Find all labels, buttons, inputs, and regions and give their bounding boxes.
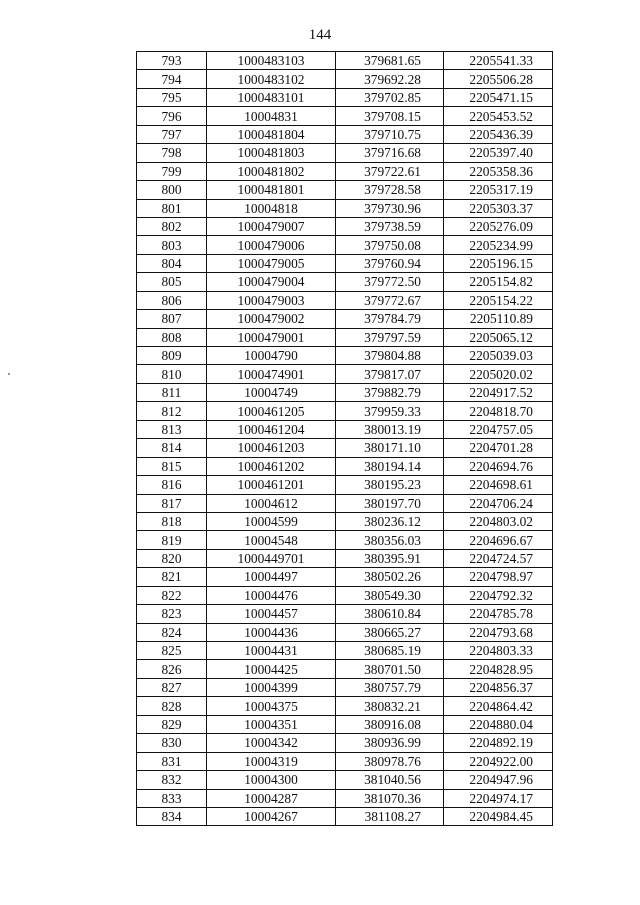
point-id-cell: 10004497 [207, 568, 336, 586]
y-coordinate-cell: 2204917.52 [444, 383, 553, 401]
row-number-cell: 810 [137, 365, 207, 383]
y-coordinate-cell: 2205110.89 [444, 310, 553, 328]
point-id-cell: 1000479006 [207, 236, 336, 254]
point-id-cell: 1000481802 [207, 162, 336, 180]
table-row [137, 586, 553, 604]
table-row [137, 752, 553, 770]
table-row [137, 642, 553, 660]
point-id-cell: 1000479004 [207, 273, 336, 291]
point-id-cell: 1000481803 [207, 144, 336, 162]
row-number-cell: 808 [137, 328, 207, 346]
row-number-cell: 825 [137, 642, 207, 660]
x-coordinate-cell: 379784.79 [336, 310, 444, 328]
coordinates-table-body [137, 52, 553, 826]
x-coordinate-cell: 379804.88 [336, 347, 444, 365]
table-row [137, 254, 553, 272]
row-number-cell: 803 [137, 236, 207, 254]
point-id-cell: 1000461202 [207, 457, 336, 475]
y-coordinate-cell: 2204947.96 [444, 771, 553, 789]
point-id-cell: 10004351 [207, 715, 336, 733]
point-id-cell: 1000474901 [207, 365, 336, 383]
row-number-cell: 828 [137, 697, 207, 715]
point-id-cell: 10004818 [207, 199, 336, 217]
y-coordinate-cell: 2205154.22 [444, 291, 553, 309]
table-row [137, 162, 553, 180]
table-row [137, 623, 553, 641]
x-coordinate-cell: 380978.76 [336, 752, 444, 770]
table-row [137, 439, 553, 457]
point-id-cell: 10004436 [207, 623, 336, 641]
table-row [137, 807, 553, 825]
point-id-cell: 1000481801 [207, 181, 336, 199]
y-coordinate-cell: 2204864.42 [444, 697, 553, 715]
table-row [137, 383, 553, 401]
table-row [137, 476, 553, 494]
x-coordinate-cell: 380395.91 [336, 549, 444, 567]
table-row [137, 125, 553, 143]
point-id-cell: 10004457 [207, 605, 336, 623]
y-coordinate-cell: 2205154.82 [444, 273, 553, 291]
y-coordinate-cell: 2205471.15 [444, 88, 553, 106]
y-coordinate-cell: 2204803.02 [444, 512, 553, 530]
row-number-cell: 831 [137, 752, 207, 770]
table-row [137, 328, 553, 346]
y-coordinate-cell: 2204701.28 [444, 439, 553, 457]
table-row [137, 88, 553, 106]
x-coordinate-cell: 380502.26 [336, 568, 444, 586]
x-coordinate-cell: 379730.96 [336, 199, 444, 217]
point-id-cell: 1000461205 [207, 402, 336, 420]
x-coordinate-cell: 380701.50 [336, 660, 444, 678]
x-coordinate-cell: 380197.70 [336, 494, 444, 512]
x-coordinate-cell: 379959.33 [336, 402, 444, 420]
table-row [137, 568, 553, 586]
y-coordinate-cell: 2204757.05 [444, 420, 553, 438]
row-number-cell: 819 [137, 531, 207, 549]
row-number-cell: 804 [137, 254, 207, 272]
row-number-cell: 833 [137, 789, 207, 807]
point-id-cell: 1000483101 [207, 88, 336, 106]
x-coordinate-cell: 381108.27 [336, 807, 444, 825]
row-number-cell: 834 [137, 807, 207, 825]
x-coordinate-cell: 380013.19 [336, 420, 444, 438]
row-number-cell: 796 [137, 107, 207, 125]
coordinates-table [136, 51, 553, 826]
row-number-cell: 823 [137, 605, 207, 623]
row-number-cell: 827 [137, 678, 207, 696]
point-id-cell: 1000479001 [207, 328, 336, 346]
x-coordinate-cell: 380665.27 [336, 623, 444, 641]
x-coordinate-cell: 379710.75 [336, 125, 444, 143]
table-row [137, 310, 553, 328]
x-coordinate-cell: 381070.36 [336, 789, 444, 807]
x-coordinate-cell: 380757.79 [336, 678, 444, 696]
point-id-cell: 10004749 [207, 383, 336, 401]
x-coordinate-cell: 379738.59 [336, 217, 444, 235]
y-coordinate-cell: 2204984.45 [444, 807, 553, 825]
x-coordinate-cell: 380549.30 [336, 586, 444, 604]
x-coordinate-cell: 379760.94 [336, 254, 444, 272]
x-coordinate-cell: 379702.85 [336, 88, 444, 106]
row-number-cell: 814 [137, 439, 207, 457]
y-coordinate-cell: 2205020.02 [444, 365, 553, 383]
point-id-cell: 10004831 [207, 107, 336, 125]
table-row [137, 771, 553, 789]
y-coordinate-cell: 2205234.99 [444, 236, 553, 254]
table-row [137, 549, 553, 567]
table-row [137, 697, 553, 715]
row-number-cell: 805 [137, 273, 207, 291]
x-coordinate-cell: 380916.08 [336, 715, 444, 733]
row-number-cell: 818 [137, 512, 207, 530]
y-coordinate-cell: 2204694.76 [444, 457, 553, 475]
point-id-cell: 10004300 [207, 771, 336, 789]
y-coordinate-cell: 2204706.24 [444, 494, 553, 512]
table-row [137, 678, 553, 696]
row-number-cell: 797 [137, 125, 207, 143]
y-coordinate-cell: 2204724.57 [444, 549, 553, 567]
table-row [137, 70, 553, 88]
table-row [137, 217, 553, 235]
y-coordinate-cell: 2205039.03 [444, 347, 553, 365]
point-id-cell: 10004476 [207, 586, 336, 604]
point-id-cell: 10004399 [207, 678, 336, 696]
table-row [137, 181, 553, 199]
point-id-cell: 1000479007 [207, 217, 336, 235]
y-coordinate-cell: 2205196.15 [444, 254, 553, 272]
row-number-cell: 830 [137, 734, 207, 752]
x-coordinate-cell: 379772.67 [336, 291, 444, 309]
x-coordinate-cell: 379882.79 [336, 383, 444, 401]
row-number-cell: 807 [137, 310, 207, 328]
row-number-cell: 806 [137, 291, 207, 309]
table-row [137, 236, 553, 254]
row-number-cell: 813 [137, 420, 207, 438]
point-id-cell: 10004287 [207, 789, 336, 807]
x-coordinate-cell: 380194.14 [336, 457, 444, 475]
table-row [137, 144, 553, 162]
y-coordinate-cell: 2205541.33 [444, 52, 553, 70]
row-number-cell: 800 [137, 181, 207, 199]
table-row [137, 107, 553, 125]
y-coordinate-cell: 2204974.17 [444, 789, 553, 807]
row-number-cell: 817 [137, 494, 207, 512]
x-coordinate-cell: 379681.65 [336, 52, 444, 70]
row-number-cell: 820 [137, 549, 207, 567]
row-number-cell: 812 [137, 402, 207, 420]
table-row [137, 789, 553, 807]
point-id-cell: 1000461201 [207, 476, 336, 494]
y-coordinate-cell: 2205436.39 [444, 125, 553, 143]
x-coordinate-cell: 380356.03 [336, 531, 444, 549]
table-row [137, 660, 553, 678]
page-number: 144 [308, 27, 332, 43]
y-coordinate-cell: 2204818.70 [444, 402, 553, 420]
x-coordinate-cell: 379722.61 [336, 162, 444, 180]
point-id-cell: 10004267 [207, 807, 336, 825]
y-coordinate-cell: 2205303.37 [444, 199, 553, 217]
x-coordinate-cell: 380610.84 [336, 605, 444, 623]
point-id-cell: 1000461203 [207, 439, 336, 457]
table-row [137, 347, 553, 365]
y-coordinate-cell: 2204785.78 [444, 605, 553, 623]
table-row [137, 457, 553, 475]
point-id-cell: 1000483103 [207, 52, 336, 70]
point-id-cell: 10004612 [207, 494, 336, 512]
table-row [137, 199, 553, 217]
x-coordinate-cell: 379728.58 [336, 181, 444, 199]
y-coordinate-cell: 2204803.33 [444, 642, 553, 660]
x-coordinate-cell: 380171.10 [336, 439, 444, 457]
y-coordinate-cell: 2204880.04 [444, 715, 553, 733]
row-number-cell: 794 [137, 70, 207, 88]
point-id-cell: 1000483102 [207, 70, 336, 88]
point-id-cell: 1000461204 [207, 420, 336, 438]
table-row [137, 365, 553, 383]
x-coordinate-cell: 379797.59 [336, 328, 444, 346]
point-id-cell: 10004425 [207, 660, 336, 678]
row-number-cell: 821 [137, 568, 207, 586]
point-id-cell: 10004599 [207, 512, 336, 530]
y-coordinate-cell: 2205453.52 [444, 107, 553, 125]
table-row [137, 273, 553, 291]
x-coordinate-cell: 380936.99 [336, 734, 444, 752]
point-id-cell: 10004342 [207, 734, 336, 752]
point-id-cell: 10004790 [207, 347, 336, 365]
row-number-cell: 798 [137, 144, 207, 162]
table-row [137, 512, 553, 530]
y-coordinate-cell: 2205317.19 [444, 181, 553, 199]
row-number-cell: 826 [137, 660, 207, 678]
y-coordinate-cell: 2205358.36 [444, 162, 553, 180]
x-coordinate-cell: 379692.28 [336, 70, 444, 88]
x-coordinate-cell: 380236.12 [336, 512, 444, 530]
row-number-cell: 809 [137, 347, 207, 365]
row-number-cell: 824 [137, 623, 207, 641]
y-coordinate-cell: 2204828.95 [444, 660, 553, 678]
table-row [137, 734, 553, 752]
y-coordinate-cell: 2204792.32 [444, 586, 553, 604]
point-id-cell: 1000479002 [207, 310, 336, 328]
x-coordinate-cell: 379772.50 [336, 273, 444, 291]
row-number-cell: 801 [137, 199, 207, 217]
y-coordinate-cell: 2204698.61 [444, 476, 553, 494]
row-number-cell: 832 [137, 771, 207, 789]
y-coordinate-cell: 2204696.67 [444, 531, 553, 549]
point-id-cell: 10004375 [207, 697, 336, 715]
point-id-cell: 1000479003 [207, 291, 336, 309]
row-number-cell: 815 [137, 457, 207, 475]
x-coordinate-cell: 381040.56 [336, 771, 444, 789]
x-coordinate-cell: 380685.19 [336, 642, 444, 660]
row-number-cell: 829 [137, 715, 207, 733]
point-id-cell: 1000449701 [207, 549, 336, 567]
point-id-cell: 10004431 [207, 642, 336, 660]
scan-speck [8, 373, 10, 375]
table-row [137, 715, 553, 733]
y-coordinate-cell: 2205065.12 [444, 328, 553, 346]
y-coordinate-cell: 2205506.28 [444, 70, 553, 88]
row-number-cell: 795 [137, 88, 207, 106]
table-row [137, 494, 553, 512]
row-number-cell: 816 [137, 476, 207, 494]
x-coordinate-cell: 380195.23 [336, 476, 444, 494]
y-coordinate-cell: 2204892.19 [444, 734, 553, 752]
table-row [137, 531, 553, 549]
y-coordinate-cell: 2204922.00 [444, 752, 553, 770]
x-coordinate-cell: 379716.68 [336, 144, 444, 162]
row-number-cell: 802 [137, 217, 207, 235]
x-coordinate-cell: 379708.15 [336, 107, 444, 125]
y-coordinate-cell: 2204856.37 [444, 678, 553, 696]
point-id-cell: 10004548 [207, 531, 336, 549]
row-number-cell: 793 [137, 52, 207, 70]
y-coordinate-cell: 2205276.09 [444, 217, 553, 235]
y-coordinate-cell: 2205397.40 [444, 144, 553, 162]
table-row [137, 605, 553, 623]
point-id-cell: 1000481804 [207, 125, 336, 143]
table-row [137, 420, 553, 438]
table-row [137, 402, 553, 420]
point-id-cell: 1000479005 [207, 254, 336, 272]
y-coordinate-cell: 2204793.68 [444, 623, 553, 641]
table-row [137, 291, 553, 309]
x-coordinate-cell: 379750.08 [336, 236, 444, 254]
y-coordinate-cell: 2204798.97 [444, 568, 553, 586]
table-row [137, 52, 553, 70]
x-coordinate-cell: 379817.07 [336, 365, 444, 383]
row-number-cell: 811 [137, 383, 207, 401]
point-id-cell: 10004319 [207, 752, 336, 770]
row-number-cell: 799 [137, 162, 207, 180]
row-number-cell: 822 [137, 586, 207, 604]
x-coordinate-cell: 380832.21 [336, 697, 444, 715]
